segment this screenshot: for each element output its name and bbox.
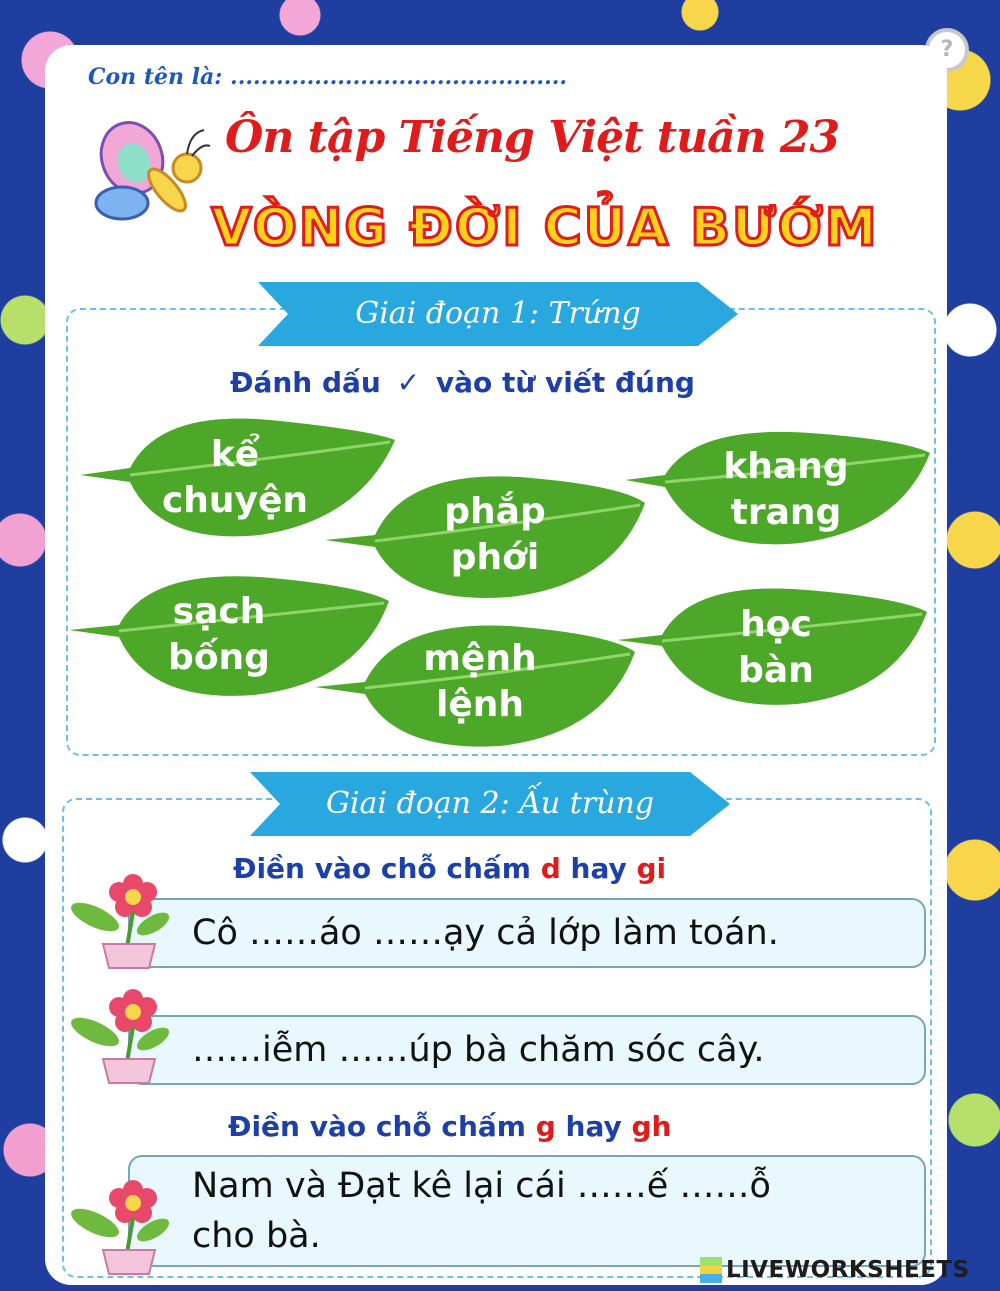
section-2-instruction-1 — [233, 852, 666, 885]
sentence-3-box[interactable] — [128, 1155, 926, 1267]
leaf-word — [310, 612, 640, 752]
leaf-word — [620, 425, 932, 555]
page-title: Ôn tập Tiếng Việt tuần 23 — [225, 112, 840, 163]
section-2-banner — [250, 772, 730, 836]
sentence-1-box[interactable] — [128, 898, 926, 968]
instruction-text-before: Đánh dấu — [230, 366, 381, 399]
page-badge-icon: ? — [925, 28, 969, 72]
sentence-3-line-2: cho bà. — [192, 1216, 321, 1256]
flower-pot-icon — [65, 862, 175, 972]
sentence-2-box[interactable] — [128, 1015, 926, 1085]
leaf-option[interactable] — [310, 612, 640, 752]
flower-pot-icon — [65, 1168, 175, 1278]
option-letter: gi — [636, 852, 667, 885]
leaf-option[interactable] — [620, 425, 932, 555]
section-2-title: Giai đoạn 2: Ấu trùng — [325, 786, 655, 821]
leaf-word-line: sạch — [172, 591, 266, 632]
leaf-word-line: lệnh — [435, 684, 524, 725]
leaf-word-line: phắp — [444, 491, 546, 532]
leaf-word-line: khang — [723, 446, 849, 487]
option-letter: g — [535, 1110, 556, 1143]
instruction-text-after: vào từ viết đúng — [435, 366, 695, 399]
section-1-instruction — [230, 366, 695, 399]
leaf-word — [612, 580, 930, 715]
logo-mark-icon — [700, 1257, 722, 1283]
leaf-word-line: chuyện — [161, 479, 309, 521]
leaf-word-line: bàn — [738, 649, 814, 691]
option-letter: d — [540, 852, 561, 885]
leaf-word-line: phới — [450, 537, 540, 578]
logo-text: LIVEWORKSHEETS — [726, 1257, 970, 1283]
liveworksheets-logo — [700, 1256, 970, 1284]
instruction-connector: hay — [570, 852, 627, 885]
sentence-3-line-1: Nam và Đạt kê lại cái ……ế ……ỗ — [192, 1166, 771, 1206]
page-subtitle: VÒNG ĐỜI CỦA BƯỚM — [211, 198, 879, 258]
name-field-label: Con tên là: ............................................ — [88, 64, 568, 90]
instruction-text: Điền vào chỗ chấm — [233, 852, 531, 885]
leaf-word-line: kể — [210, 433, 260, 475]
butterfly-icon — [92, 118, 212, 228]
leaf-word-line: bống — [168, 637, 270, 678]
section-1-banner — [258, 282, 738, 346]
leaf-word-line: trang — [730, 492, 842, 533]
checkmark-icon: ✓ — [396, 366, 421, 399]
section-1-title: Giai đoạn 1: Trứng — [355, 296, 641, 331]
sentence-2-text: ……iễm ……úp bà chăm sóc cây. — [192, 1030, 765, 1070]
option-letter: gh — [631, 1110, 672, 1143]
flower-pot-icon — [65, 977, 175, 1087]
leaf-word-line: học — [740, 603, 812, 645]
leaf-word-line: mệnh — [423, 638, 537, 679]
sentence-1-text: Cô ……áo ……ạy cả lớp làm toán. — [192, 913, 779, 953]
instruction-connector: hay — [565, 1110, 622, 1143]
instruction-text: Điền vào chỗ chấm — [228, 1110, 526, 1143]
leaf-option[interactable] — [612, 580, 930, 715]
section-2-instruction-2 — [228, 1110, 671, 1143]
